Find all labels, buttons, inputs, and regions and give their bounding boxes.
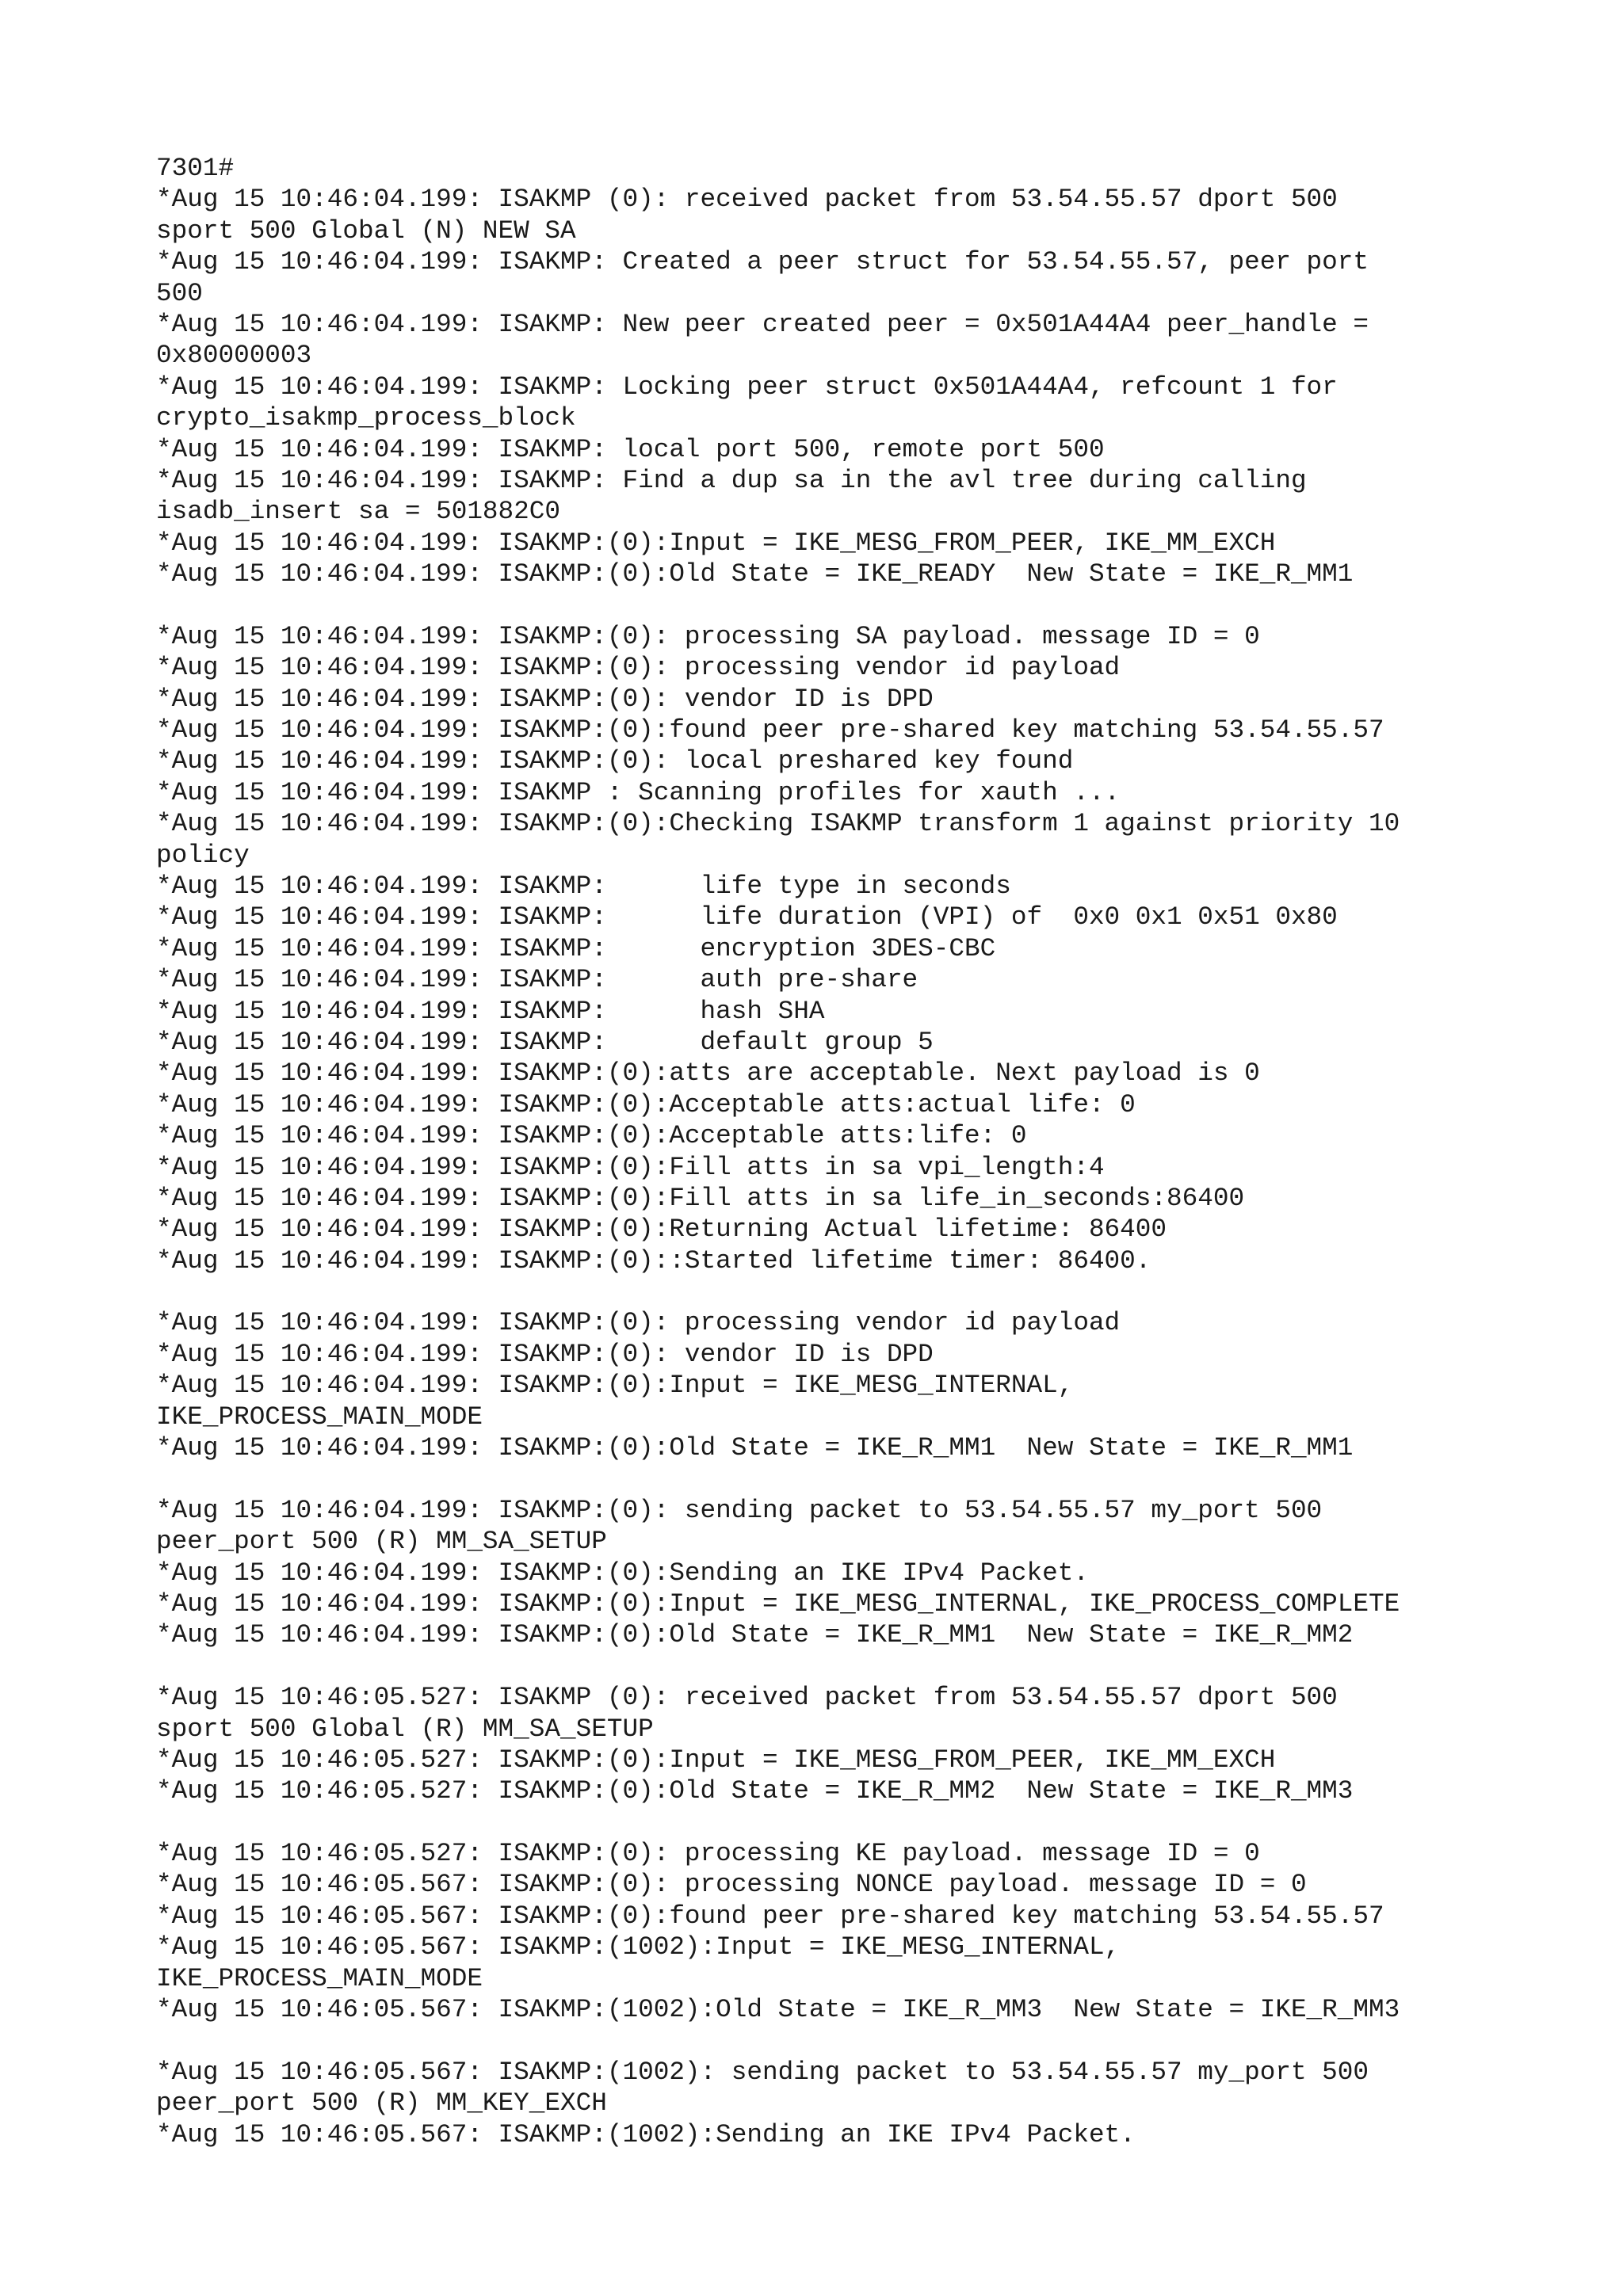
- log-line: *Aug 15 10:46:04.199: ISAKMP:(0): processing SA payload. message ID = 0: [156, 621, 1260, 651]
- log-line: IKE_PROCESS_MAIN_MODE: [156, 1402, 483, 1432]
- log-line: sport 500 Global (R) MM_SA_SETUP: [156, 1714, 654, 1744]
- log-line: *Aug 15 10:46:05.567: ISAKMP:(0):found peer pre-shared key matching 53.54.55.57: [156, 1901, 1384, 1931]
- log-line: *Aug 15 10:46:04.199: ISAKMP: local port 500, remote port 500: [156, 434, 1105, 464]
- log-line: *Aug 15 10:46:04.199: ISAKMP:(0): vendor ID is DPD: [156, 684, 934, 714]
- log-line: *Aug 15 10:46:04.199: ISAKMP:(0):Old State = IKE_READY New State = IKE_R_MM1: [156, 559, 1354, 589]
- log-line: *Aug 15 10:46:04.199: ISAKMP: New peer created peer = 0x501A44A4 peer_handle =: [156, 309, 1369, 339]
- log-line: *Aug 15 10:46:04.199: ISAKMP:(0):Input = IKE_MESG_INTERNAL, IKE_PROCESS_COMPLETE: [156, 1589, 1400, 1619]
- blank-line: [156, 1276, 1583, 1307]
- log-line: *Aug 15 10:46:04.199: ISAKMP: life type in seconds: [156, 871, 1011, 901]
- log-line: *Aug 15 10:46:05.567: ISAKMP:(1002):Old State = IKE_R_MM3 New State = IKE_R_MM3: [156, 1995, 1400, 2025]
- log-line: *Aug 15 10:46:05.527: ISAKMP:(0):Old State = IKE_R_MM2 New State = IKE_R_MM3: [156, 1776, 1354, 1806]
- log-line: *Aug 15 10:46:04.199: ISAKMP:(0):Acceptable atts:actual life: 0: [156, 1089, 1136, 1119]
- log-line: *Aug 15 10:46:05.527: ISAKMP (0): received packet from 53.54.55.57 dport 500: [156, 1683, 1338, 1713]
- log-line: *Aug 15 10:46:04.199: ISAKMP:(0):Old State = IKE_R_MM1 New State = IKE_R_MM2: [156, 1620, 1354, 1650]
- log-line: peer_port 500 (R) MM_KEY_EXCH: [156, 2088, 607, 2119]
- log-line: peer_port 500 (R) MM_SA_SETUP: [156, 1527, 607, 1557]
- log-line: *Aug 15 10:46:04.199: ISAKMP:(0): vendor ID is DPD: [156, 1339, 934, 1369]
- log-line: *Aug 15 10:46:05.527: ISAKMP:(0): processing KE payload. message ID = 0: [156, 1839, 1260, 1869]
- log-line: 7301#: [156, 154, 235, 183]
- log-line: *Aug 15 10:46:05.527: ISAKMP:(0):Input = IKE_MESG_FROM_PEER, IKE_MM_EXCH: [156, 1745, 1276, 1775]
- debug-log-text: [156, 153, 1583, 2150]
- log-line: *Aug 15 10:46:04.199: ISAKMP: encryption 3DES-CBC: [156, 933, 996, 963]
- log-line: *Aug 15 10:46:04.199: ISAKMP: Created a peer struct for 53.54.55.57, peer port: [156, 247, 1369, 277]
- log-line: *Aug 15 10:46:04.199: ISAKMP: Find a dup sa in the avl tree during calling: [156, 465, 1307, 495]
- log-line: sport 500 Global (N) NEW SA: [156, 215, 576, 246]
- log-line: *Aug 15 10:46:04.199: ISAKMP:(0):Old State = IKE_R_MM1 New State = IKE_R_MM1: [156, 1433, 1354, 1463]
- log-line: *Aug 15 10:46:05.567: ISAKMP:(1002): sending packet to 53.54.55.57 my_port 500: [156, 2057, 1369, 2087]
- log-line: *Aug 15 10:46:04.199: ISAKMP:(0):Sending an IKE IPv4 Packet.: [156, 1558, 1089, 1588]
- log-line: *Aug 15 10:46:04.199: ISAKMP:(0):Fill atts in sa vpi_length:4: [156, 1152, 1105, 1182]
- blank-line: [156, 1807, 1583, 1838]
- log-line: *Aug 15 10:46:04.199: ISAKMP:(0):Returning Actual lifetime: 86400: [156, 1215, 1167, 1245]
- log-line: *Aug 15 10:46:04.199: ISAKMP: hash SHA: [156, 996, 825, 1026]
- log-line: crypto_isakmp_process_block: [156, 403, 576, 433]
- blank-line: [156, 2025, 1583, 2056]
- log-line: *Aug 15 10:46:04.199: ISAKMP:(0): local preshared key found: [156, 746, 1074, 776]
- log-line: *Aug 15 10:46:04.199: ISAKMP: life duration (VPI) of 0x0 0x1 0x51 0x80: [156, 902, 1338, 933]
- log-line: *Aug 15 10:46:04.199: ISAKMP: auth pre-share: [156, 965, 918, 995]
- log-line: *Aug 15 10:46:04.199: ISAKMP : Scanning profiles for xauth ...: [156, 777, 1121, 807]
- log-line: *Aug 15 10:46:04.199: ISAKMP: Locking peer struct 0x501A44A4, refcount 1 for: [156, 372, 1338, 402]
- log-line: 500: [156, 278, 203, 308]
- log-line: policy: [156, 840, 250, 870]
- log-line: *Aug 15 10:46:04.199: ISAKMP:(0):Checking ISAKMP transform 1 against priority 10: [156, 809, 1400, 839]
- blank-line: [156, 1463, 1583, 1494]
- log-line: *Aug 15 10:46:04.199: ISAKMP:(0):Input = IKE_MESG_FROM_PEER, IKE_MM_EXCH: [156, 528, 1276, 558]
- log-line: *Aug 15 10:46:04.199: ISAKMP:(0): processing vendor id payload: [156, 1308, 1121, 1338]
- log-line: 0x80000003: [156, 341, 312, 371]
- log-line: *Aug 15 10:46:04.199: ISAKMP:(0):Input = IKE_MESG_INTERNAL,: [156, 1371, 1074, 1401]
- log-line: *Aug 15 10:46:04.199: ISAKMP:(0):found peer pre-shared key matching 53.54.55.57: [156, 715, 1384, 746]
- log-line: *Aug 15 10:46:04.199: ISAKMP:(0): sending packet to 53.54.55.57 my_port 500: [156, 1495, 1323, 1525]
- log-line: *Aug 15 10:46:04.199: ISAKMP:(0):Fill atts in sa life_in_seconds:86400: [156, 1183, 1245, 1213]
- log-line: IKE_PROCESS_MAIN_MODE: [156, 1963, 483, 1993]
- log-line: *Aug 15 10:46:04.199: ISAKMP: default group 5: [156, 1027, 934, 1057]
- log-line: isadb_insert sa = 501882C0: [156, 497, 561, 527]
- blank-line: [156, 1651, 1583, 1682]
- log-line: *Aug 15 10:46:04.199: ISAKMP:(0):atts are acceptable. Next payload is 0: [156, 1058, 1260, 1089]
- log-line: *Aug 15 10:46:05.567: ISAKMP:(0): processing NONCE payload. message ID = 0: [156, 1870, 1307, 1900]
- log-line: *Aug 15 10:46:05.567: ISAKMP:(1002):Input = IKE_MESG_INTERNAL,: [156, 1932, 1121, 1962]
- log-line: *Aug 15 10:46:04.199: ISAKMP:(0): processing vendor id payload: [156, 653, 1121, 683]
- log-line: *Aug 15 10:46:04.199: ISAKMP (0): received packet from 53.54.55.57 dport 500: [156, 185, 1338, 215]
- log-line: *Aug 15 10:46:05.567: ISAKMP:(1002):Sending an IKE IPv4 Packet.: [156, 2119, 1136, 2149]
- log-line: *Aug 15 10:46:04.199: ISAKMP:(0)::Started lifetime timer: 86400.: [156, 1245, 1151, 1276]
- log-line: *Aug 15 10:46:04.199: ISAKMP:(0):Acceptable atts:life: 0: [156, 1121, 1027, 1151]
- blank-line: [156, 589, 1583, 620]
